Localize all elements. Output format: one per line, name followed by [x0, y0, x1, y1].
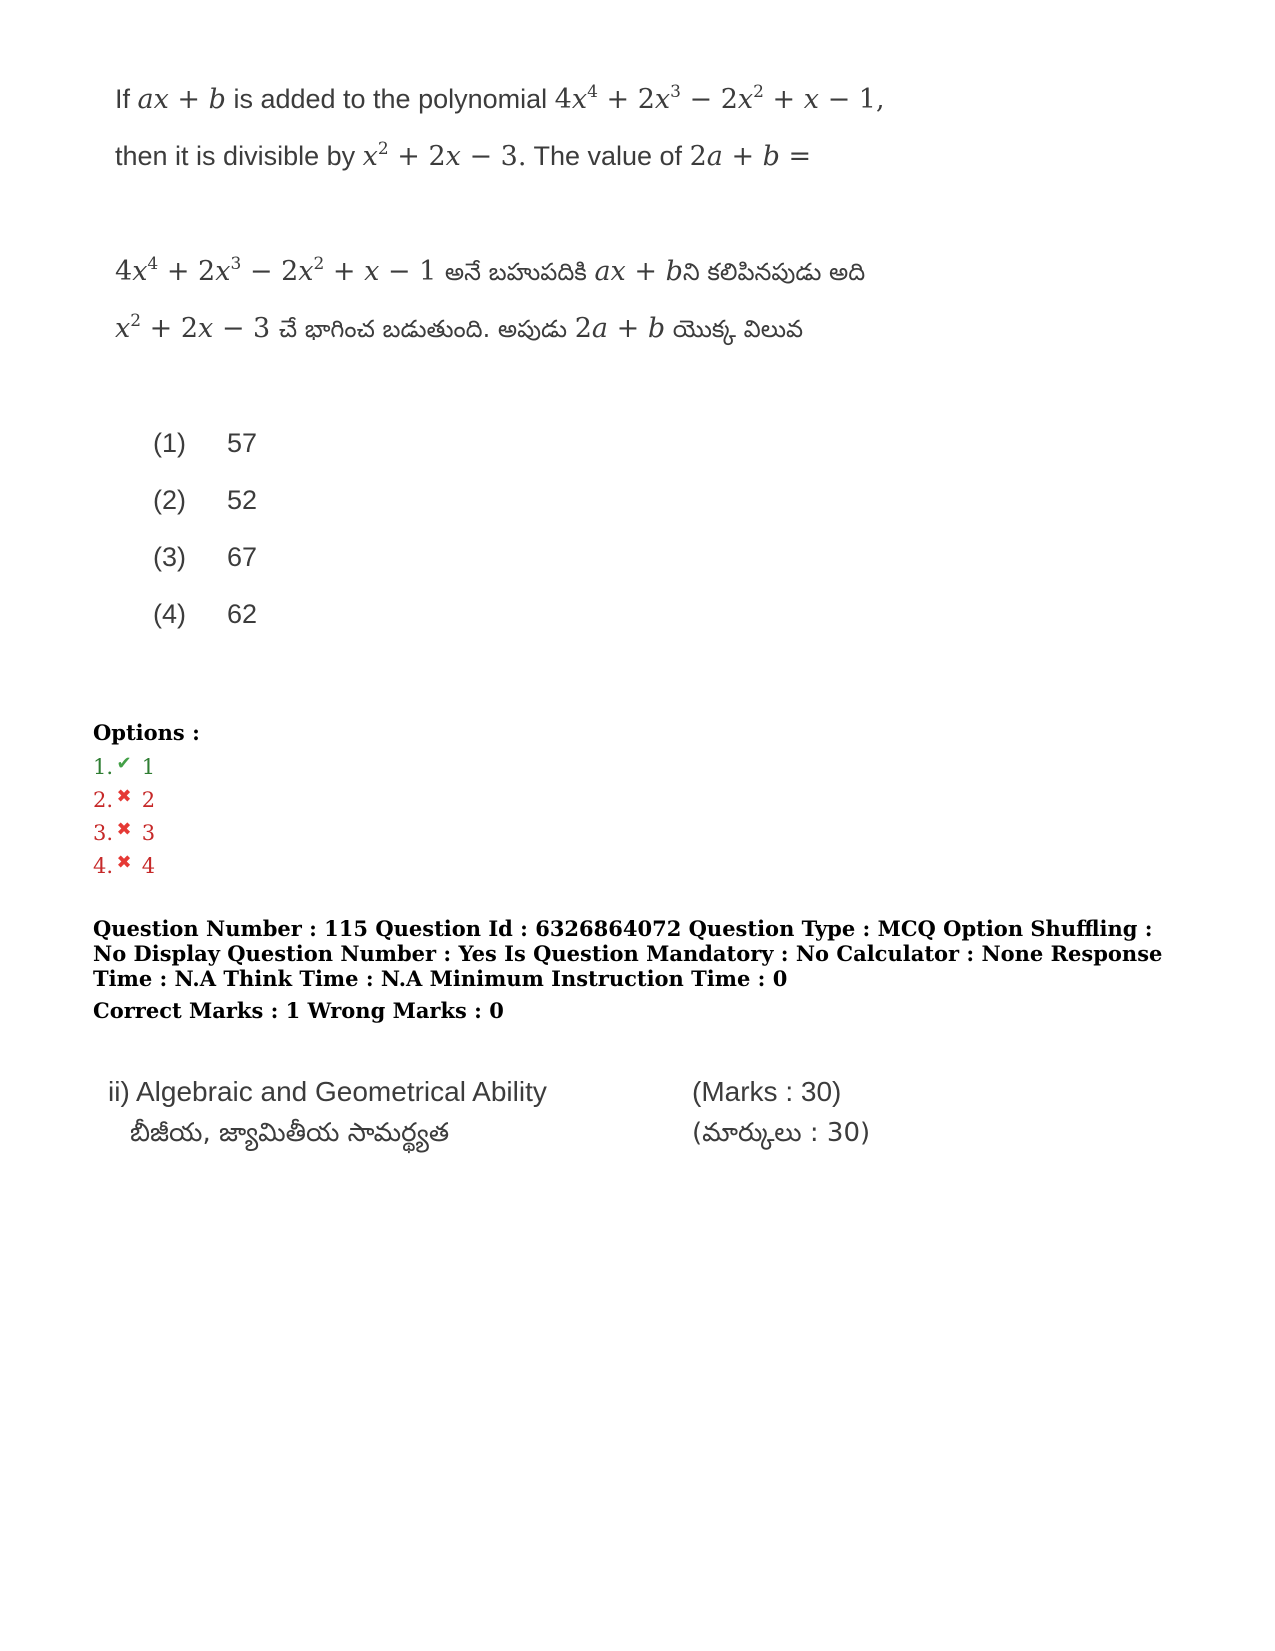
question-meta: Question Number : 115 Question Id : 6326864072 Question Type : MCQ Option Shuffling : No Display Question Number : Yes Is Question Mandatory : No Calculator : None Response Time : N.A Think Time : N.A Minimum Instruction Time : 0 [93, 916, 1163, 991]
section-title-telugu: బీజీయ, జ్యామితీయ సామర్థ్యత [130, 1118, 450, 1148]
options-title: Options : [93, 720, 200, 745]
cross-icon: ✖ [116, 786, 132, 807]
marks-info: Correct Marks : 1 Wrong Marks : 0 [93, 998, 504, 1023]
cross-icon: ✖ [116, 819, 132, 840]
question-telugu-line-2: $x^2 + 2x - 3$ చే భాగించ బడుతుంది. అపుడు 2a + b యొక్క విలువ [115, 311, 804, 344]
choice-1: (1) 57 [153, 428, 258, 458]
choice-3: (3) 67 [153, 542, 258, 572]
question-english-line-2: then it is divisible by $x^2 + 2x - 3$. The value of 2a + b = [115, 139, 812, 172]
check-icon: ✔ [116, 753, 132, 774]
option-4-wrong: 4. ✖ 4 [93, 852, 156, 878]
question-english-line-1: If ax + b is added to the polynomial $4x^4 + 2x^3 - 2x^2 + x - 1$, [115, 82, 885, 115]
choice-2: (2) 52 [153, 485, 258, 515]
option-1-correct: 1. ✔ 1 [93, 753, 156, 779]
section-marks-telugu: (మార్కులు : 30) [692, 1118, 871, 1148]
option-2-wrong: 2. ✖ 2 [93, 786, 156, 812]
cross-icon: ✖ [116, 852, 132, 873]
option-3-wrong: 3. ✖ 3 [93, 819, 156, 845]
section-marks-english: (Marks : 30) [692, 1076, 842, 1107]
choice-4: (4) 62 [153, 599, 258, 629]
question-telugu-line-1: $4x^4 + 2x^3 - 2x^2 + x - 1$ అనే బహుపదికి ax + bని కలిపినపుడు అది [115, 254, 866, 287]
section-title-english: ii) Algebraic and Geometrical Ability [108, 1076, 547, 1107]
